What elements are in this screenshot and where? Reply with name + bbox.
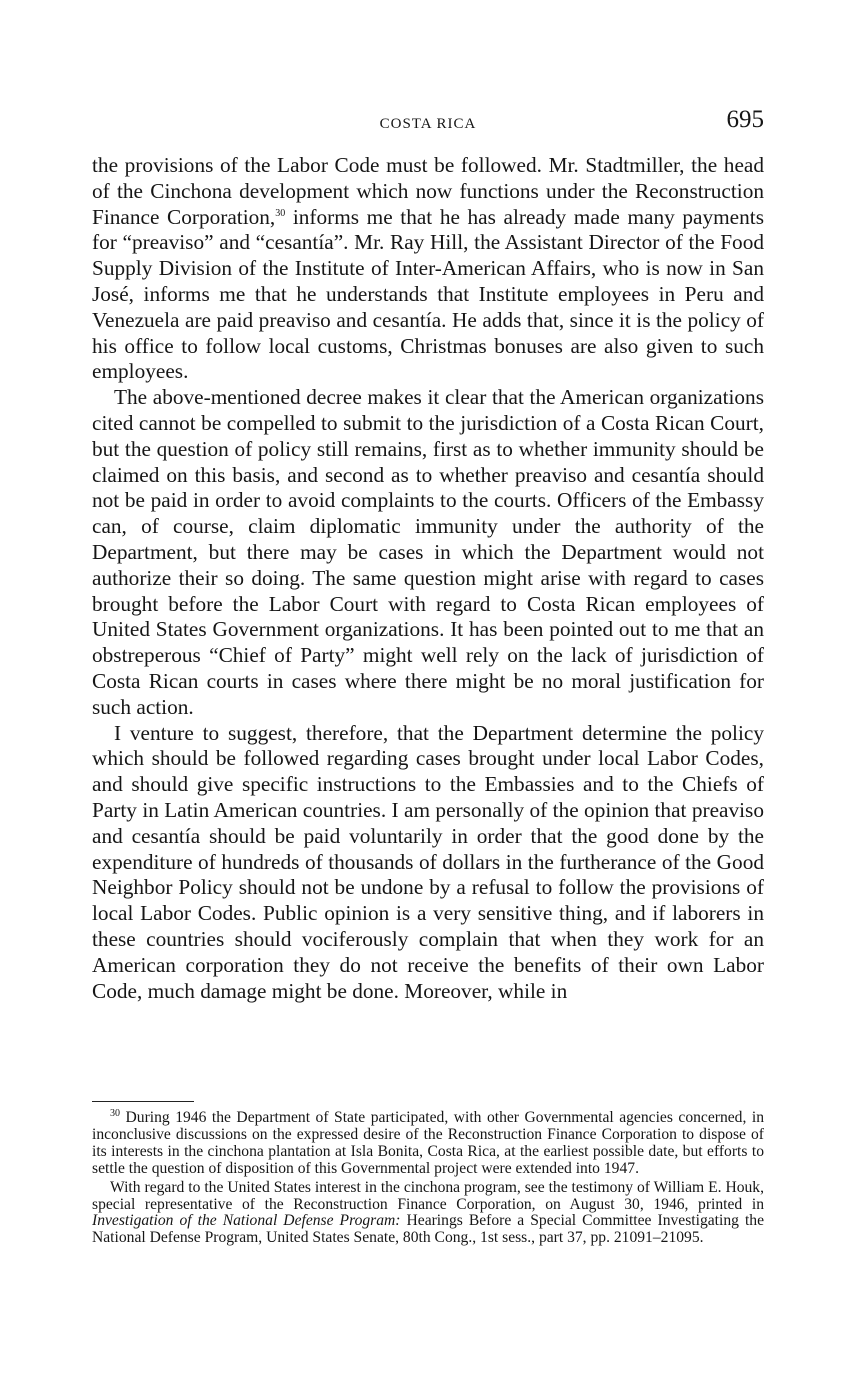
footnote-continued-part-b: Hearings Before a Special Committee Investigating the National Defense Program, United States Senate, 80th Cong., 1st sess., part 37, pp. 21091–21095.: [92, 1212, 764, 1247]
footnote-30-text: During 1946 the Department of State participated, with other Governmental agencies concerned, in inconclusive discussions on the expressed desire of the Reconstruction Finance Corporation to dispose of its interests in the cinchona plantation at Isla Bonita, Costa Rica, at the earliest possible date, but efforts to settle the question of disposition of this Governmental project were extended into 1947.: [92, 1109, 764, 1177]
footnote-reference: 30: [275, 207, 286, 219]
running-head: [92, 106, 764, 142]
page-number: 695: [726, 106, 764, 133]
paragraph-3: I venture to suggest, therefore, that the Department determine the policy which should be followed regarding cases brought under local Labor Codes, and should give specific instructions to the Embassies and to the Chiefs of Party in Latin American countries. I am personally of the opinion that preaviso and cesantía should be paid voluntarily in order that the good done by the expenditure of hundreds of thousands of dollars in the furtherance of the Good Neighbor Policy should not be undone by a refusal to follow the provisions of local Labor Codes. Public opinion is a very sensitive thing, and if laborers in these countries should vociferously complain that when they work for an American corporation they do not receive the benefits of their own Labor Code, much damage might be done. Moreover, while in: [92, 720, 764, 1003]
footnote-divider: [92, 1101, 194, 1102]
footnote-30: [92, 1107, 764, 1178]
footnote-marker: 30: [110, 1107, 120, 1119]
running-title: COSTA RICA: [379, 116, 477, 132]
paragraph-2: The above-mentioned decree makes it clear that the American organizations cited cannot be compelled to submit to the jurisdiction of a Costa Rican Court, but the question of policy still remains, first as to whether immunity should be claimed on this basis, and second as to whether preaviso and cesantía should not be paid in order to avoid complaints to the courts. Officers of the Embassy can, of course, claim diplomatic immunity under the authority of the Department, but there may be cases in which the Department would not authorize their so doing. The same question might arise with regard to cases brought before the Labor Court with regard to Costa Rican employees of United States Government organizations. It has been pointed out to me that an obstreperous “Chief of Party” might well rely on the lack of jurisdiction of Costa Rican courts in cases where there might be no moral justification for such action.: [92, 385, 764, 719]
body-text: [92, 153, 764, 1004]
paragraph-1-part-a: the provisions of the Labor Code must be followed. Mr. Stadtmiller, the head of the Cinchona development which now functions under the Reconstruction Finance Corporation,: [92, 153, 764, 229]
footnote-30-continued: [92, 1180, 764, 1248]
paragraph-1-part-b: informs me that he has already made many payments for “preaviso” and “cesantía”. Mr. Ray Hill, the Assistant Director of the Food Supply Division of the Institute of Inter-American Affairs, who is now in San José, informs me that he understands that Institute employees in Peru and Venezuela are paid preaviso and cesantía. He adds that, since it is the policy of his office to follow local customs, Christmas bonuses are also given to such employees.: [92, 204, 764, 384]
paragraph-1: [92, 153, 764, 385]
footnote-continued-part-a: With regard to the United States interest in the cinchona program, see the testimony of William E. Houk, special representative of the Reconstruction Finance Corporation, on August 30, 1946, printed in: [92, 1178, 764, 1213]
footnotes: [92, 1107, 764, 1247]
publication-title: Investigation of the National Defense Program:: [92, 1212, 401, 1230]
